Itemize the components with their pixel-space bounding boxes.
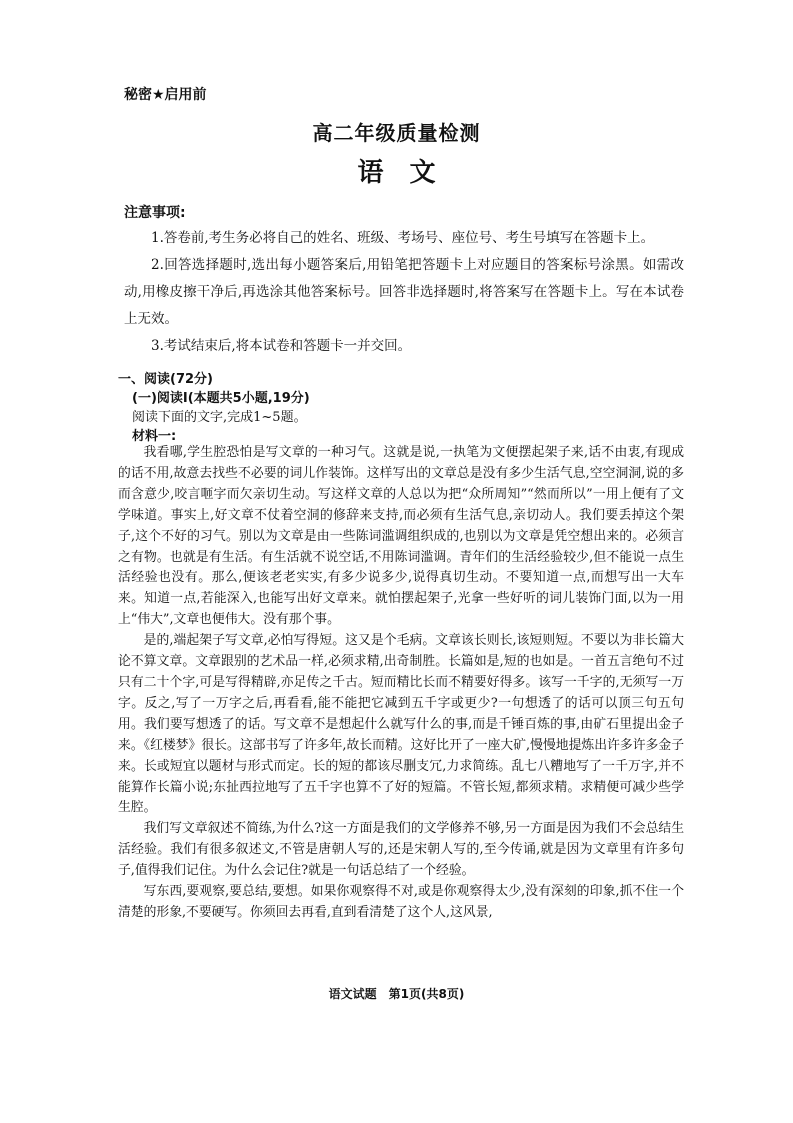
subject-title: 语文 <box>357 158 462 188</box>
notice-item: 3.考试结束后,将本试卷和答题卡一并交回。 <box>151 338 412 354</box>
confidential-label: 秘密★启用前 <box>124 87 207 103</box>
material-label: 材料一: <box>132 429 177 444</box>
passage-paragraph: 我们写文章叙述不简练,为什么?这一方面是我们的文学修养不够,另一方面是因为我们不会总结生活经验。我们有很多叙述文,不管是唐朝人写的,还是宋朝人写的,至今传诵,就是因为文章里有许多句子,值得我们记住。为什么会记住?就是一句话总结了一个经验。 <box>118 821 684 879</box>
reading-instruction: 阅读下面的文字,完成1~5题。 <box>132 410 307 425</box>
notice-heading: 注意事项: <box>124 205 186 221</box>
notice-item: 2.回答选择题时,选出每小题答案后,用铅笔把答题卡上对应题目的答案标号涂黑。如需改动,用橡皮擦干净后,再选涂其他答案标号。回答非选择题时,将答案写在答题卡上。写在本试卷上无效。 <box>124 257 684 327</box>
passage-paragraph: 写东西,要观察,要总结,要想。如果你观察得不对,或是你观察得太少,没有深刻的印象,抓不住一个清楚的形象,不要硬写。你须回去再看,直到看清楚了这个人,这风景, <box>118 884 684 920</box>
reading-passage <box>118 443 684 924</box>
notice-item: 1.答卷前,考生务必将自己的姓名、班级、考场号、座位号、考生号填写在答题卡上。 <box>151 230 655 246</box>
passage-paragraph: 我看哪,学生腔恐怕是写文章的一种习气。这就是说,一执笔为文便摆起架子来,话不由衷,有现成的话不用,故意去找些不必要的词儿作装饰。这样写出的文章总是没有多少生活气息,空空洞洞,说的多而含意少,咬言咂字而欠亲切生动。写这样文章的人总以为把“众所周知”“然而所以”一用上便有了文学味道。事实上,好文章不仗着空洞的修辞来支持,而必须有生活气息,亲切动人。我们要丢掉这个架子,这个不好的习气。别以为文章是由一些陈词滥调组织成的,也别以为文章是凭空想出来的。必须言之有物。也就是有生活。有生活就不说空话,不用陈词滥调。青年们的生活经验较少,但不能说一点生活经验也没有。那么,便该老老实实,有多少说多少,说得真切生动。不要知道一点,而想写出一大车来。知道一点,若能深入,也能写出好文章来。就怕摆起架子,光拿一些好听的词儿装饰门面,以为一用上“伟大”,文章也便伟大。没有那个事。 <box>118 445 684 628</box>
passage-paragraph: 是的,端起架子写文章,必怕写得短。这又是个毛病。文章该长则长,该短则短。不要以为非长篇大论不算文章。文章跟别的艺术品一样,必须求精,出奇制胜。长篇如是,短的也如是。一首五言绝句不过只有二十个字,可是写得精辟,亦足传之千古。短而精比长而不精要好得多。该写一千字的,无须写一万字。反之,写了一万字之后,再看看,能不能把它减到五千字或更少?一句想透了的话可以顶三句五句用。我们要写想透了的话。写文章不是想起什么就写什么的事,而是千锤百炼的事,由矿石里提出金子来。《红楼梦》很长。这部书写了许多年,故长而精。这好比开了一座大矿,慢慢地提炼出许多许多金子来。长或短宜以题材与形式而定。长的短的都该尽删支冗,力求简练。乱七八糟地写了一千万字,并不能算作长篇小说;东扯西拉地写了五千字也算不了好的短篇。不管长短,都须求精。求精便可减少些学生腔。 <box>118 633 684 816</box>
page-footer: 语文试题 第1页(共8页) <box>328 987 465 1001</box>
subsection-title: (一)阅读Ⅰ(本题共5小题,19分) <box>132 391 310 406</box>
notice-list <box>124 225 684 360</box>
exam-title: 高二年级质量检测 <box>312 121 481 145</box>
section-title: 一、阅读(72分) <box>118 372 213 387</box>
